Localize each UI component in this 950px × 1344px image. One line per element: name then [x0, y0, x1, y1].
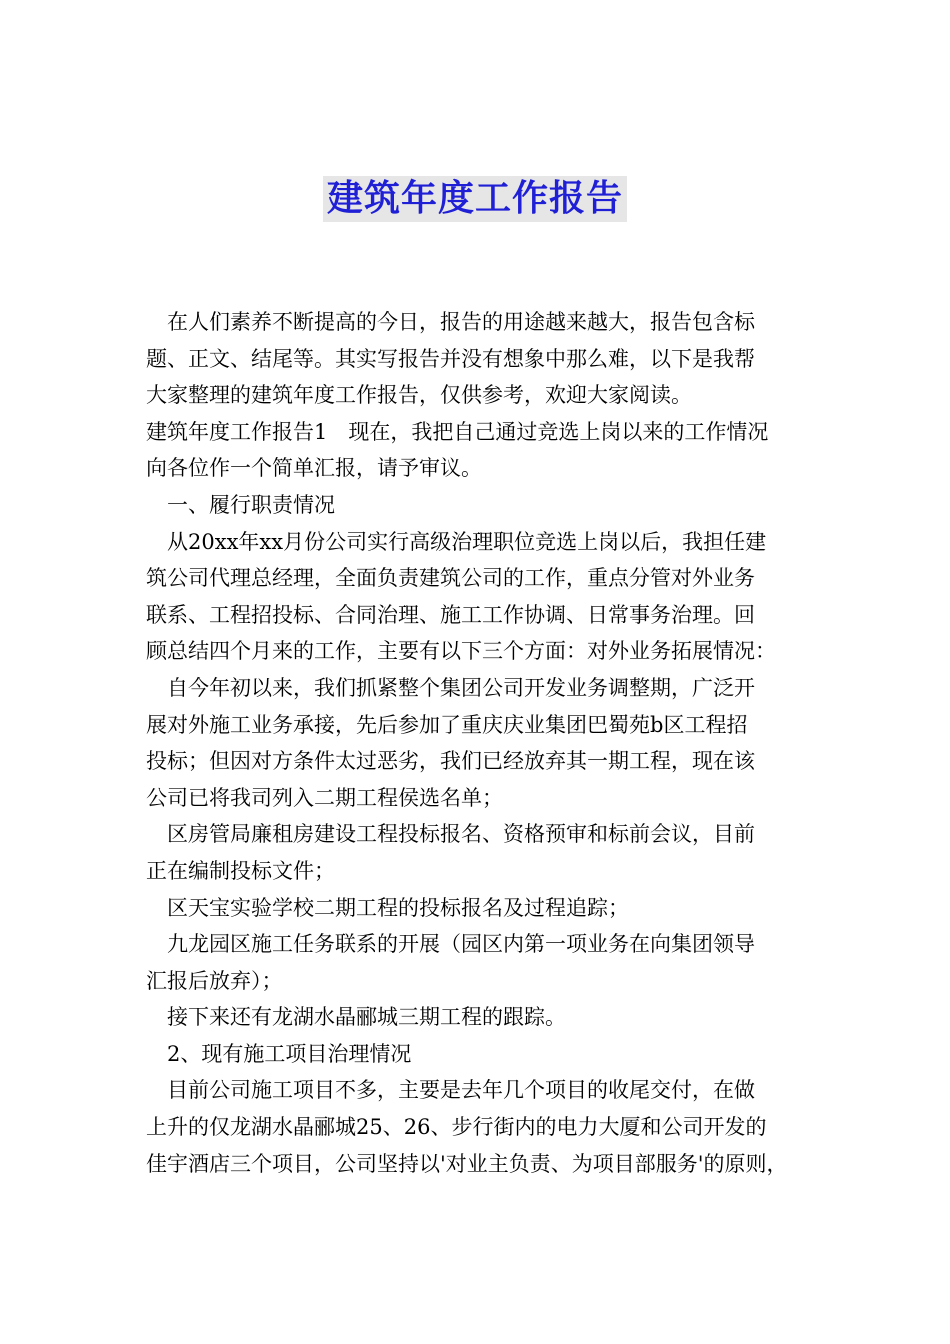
body-line: 顾总结四个月来的工作，主要有以下三个方面：对外业务拓展情况：: [146, 639, 776, 664]
section-heading: 2、现有施工项目治理情况: [146, 1041, 412, 1066]
body-line: 向各位作一个简单汇报，请予审议。: [146, 456, 482, 481]
body-line: 投标；但因对方条件太过恶劣，我们已经放弃其一期工程，现在该: [146, 749, 755, 774]
body-line: 自今年初以来，我们抓紧整个集团公司开发业务调整期，广泛开: [146, 675, 755, 700]
document-title: 建筑年度工作报告: [323, 176, 627, 222]
document-body: [146, 304, 810, 1182]
section-heading: 一、履行职责情况: [146, 492, 335, 517]
body-line: 汇报后放弃）；: [146, 968, 283, 993]
body-line: 在人们素养不断提高的今日，报告的用途越来越大，报告包含标: [146, 310, 755, 334]
body-line: 展对外施工业务承接，先后参加了重庆庆业集团巴蜀苑b区工程招: [146, 712, 748, 737]
body-line: 区天宝实验学校二期工程的投标报名及过程追踪；: [146, 895, 629, 920]
body-line: 区房管局廉租房建设工程投标报名、资格预审和标前会议，目前: [146, 822, 755, 847]
body-line: 筑公司代理总经理，全面负责建筑公司的工作，重点分管对外业务: [146, 566, 755, 591]
body-line: 正在编制投标文件；: [146, 858, 335, 883]
body-line: 上升的仅龙湖水晶郦城25、26、步行街内的电力大厦和公司开发的: [146, 1115, 767, 1140]
body-line: 从20xx年xx月份公司实行高级治理职位竞选上岗以后，我担任建: [146, 529, 767, 554]
body-line: 大家整理的建筑年度工作报告，仅供参考，欢迎大家阅读。: [146, 383, 692, 408]
body-line: 公司已将我司列入二期工程侯选名单；: [146, 785, 503, 810]
body-line: 目前公司施工项目不多，主要是去年几个项目的收尾交付，在做: [146, 1078, 755, 1103]
body-line: 建筑年度工作报告1 现在，我把自己通过竞选上岗以来的工作情况: [146, 419, 769, 444]
body-line: 九龙园区施工任务联系的开展（园区内第一项业务在向集团领导: [146, 932, 755, 957]
body-line: 联系、工程招投标、合同治理、施工工作协调、日常事务治理。回: [146, 602, 755, 627]
body-line: 接下来还有龙湖水晶郦城三期工程的跟踪。: [146, 1005, 566, 1030]
title-area: [0, 176, 950, 222]
body-line: 佳宇酒店三个项目，公司坚持以'对业主负责、为项目部服务'的原则，: [146, 1151, 788, 1176]
body-line: 题、正文、结尾等。其实写报告并没有想象中那么难，以下是我帮: [146, 346, 755, 371]
